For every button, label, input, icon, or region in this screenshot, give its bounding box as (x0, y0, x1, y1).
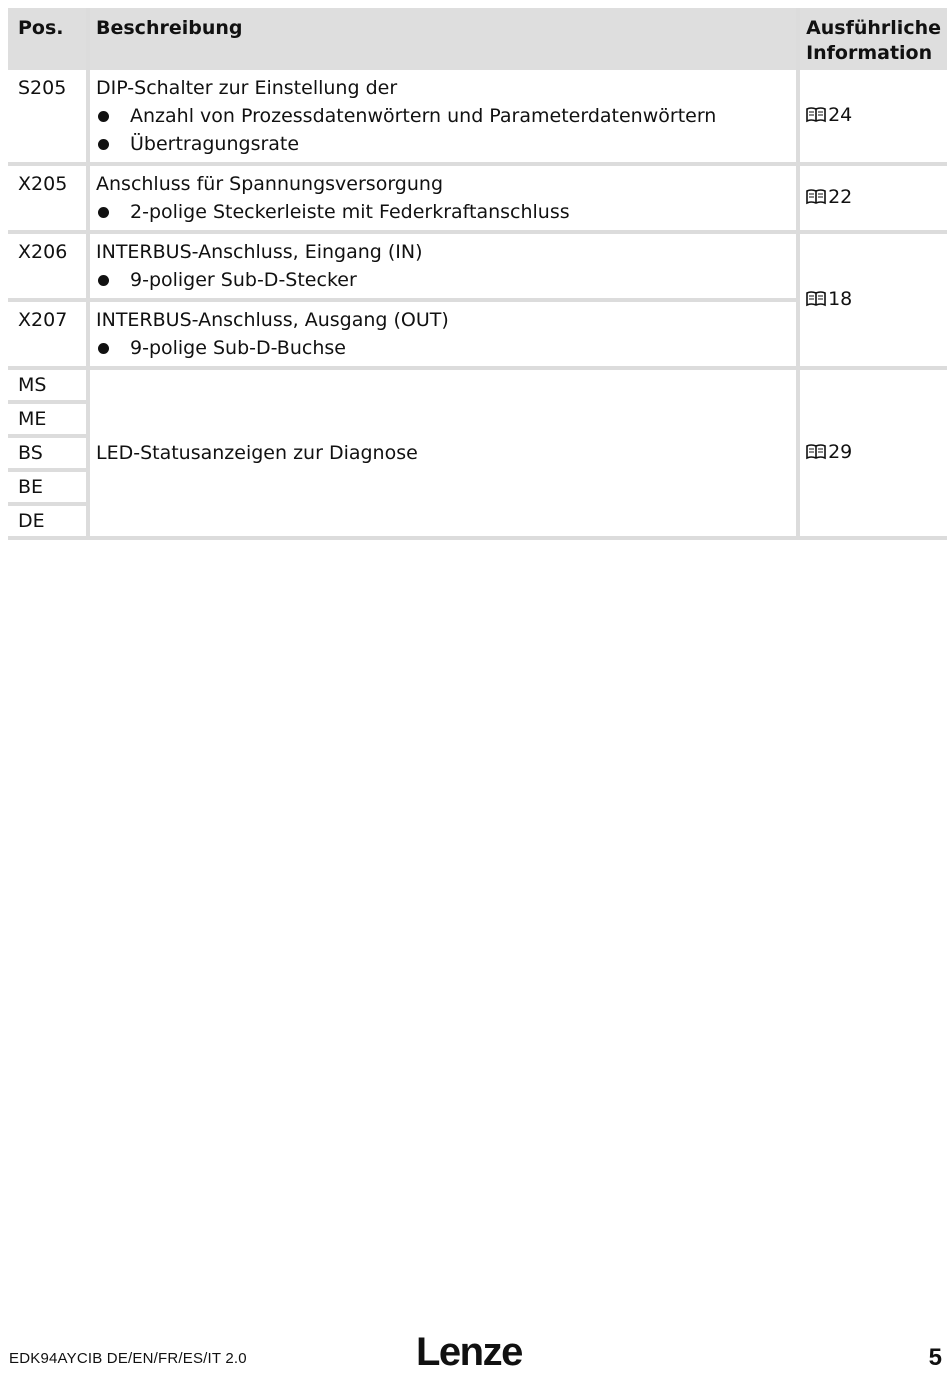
bullet-list (96, 198, 790, 226)
reference-cell (800, 166, 947, 234)
page-footer (0, 1330, 950, 1374)
description-cell (90, 302, 800, 370)
list-item: 2-polige Steckerleiste mit Federkraftanschluss (96, 198, 790, 226)
led-pos-cell (8, 370, 90, 540)
list-item: 9-polige Sub-D-Buchse (96, 334, 790, 362)
lenze-logo: Lenze (416, 1330, 522, 1374)
table-row (8, 70, 947, 166)
book-icon (806, 185, 826, 213)
bullet-icon (98, 275, 109, 286)
book-icon (806, 440, 826, 468)
header-description: Beschreibung (90, 8, 800, 70)
reference-cell (800, 70, 947, 166)
description-cell: LED-Statusanzeigen zur Diagnose (90, 370, 800, 540)
book-icon (806, 103, 826, 131)
bullet-icon (98, 111, 109, 122)
bullet-list (96, 102, 790, 158)
description-text: INTERBUS-Anschluss, Ausgang (OUT) (96, 309, 449, 331)
led-pos-be: BE (8, 472, 86, 506)
document-code: EDK94AYCIB DE/EN/FR/ES/IT 2.0 (9, 1350, 247, 1367)
bullet-icon (98, 207, 109, 218)
header-info: Ausführliche Information (800, 8, 947, 70)
bullet-list (96, 266, 790, 294)
reference-cell (800, 370, 947, 540)
pos-cell: X205 (8, 166, 90, 234)
page-reference: 18 (828, 288, 853, 310)
description-cell (90, 70, 800, 166)
info-table (8, 8, 947, 540)
pos-cell: X207 (8, 302, 90, 370)
page-reference: 29 (828, 441, 853, 463)
list-item: Übertragungsrate (96, 130, 790, 158)
description-text: INTERBUS-Anschluss, Eingang (IN) (96, 241, 423, 263)
table-header-row (8, 8, 947, 70)
bullet-list (96, 334, 790, 362)
table-row (8, 234, 947, 302)
pos-cell: S205 (8, 70, 90, 166)
led-pos-ms: MS (8, 370, 86, 404)
led-pos-de: DE (18, 510, 45, 532)
pos-cell: X206 (8, 234, 90, 302)
page-reference: 24 (828, 104, 853, 126)
bullet-icon (98, 343, 109, 354)
page-reference: 22 (828, 186, 853, 208)
header-pos: Pos. (8, 8, 90, 70)
led-pos-me: ME (8, 404, 86, 438)
list-item: 9-poliger Sub-D-Stecker (96, 266, 790, 294)
description-text: Anschluss für Spannungsversorgung (96, 173, 444, 195)
list-item: Anzahl von Prozessdatenwörtern und Parameterdatenwörtern (96, 102, 790, 130)
book-icon (806, 287, 826, 315)
bullet-icon (98, 139, 109, 150)
description-cell (90, 234, 800, 302)
table-row (8, 166, 947, 234)
table-row (8, 370, 947, 540)
page-number: 5 (928, 1344, 942, 1371)
led-pos-bs: BS (8, 438, 86, 472)
reference-cell (800, 234, 947, 370)
description-cell (90, 166, 800, 234)
description-text: DIP-Schalter zur Einstellung der (96, 77, 398, 99)
